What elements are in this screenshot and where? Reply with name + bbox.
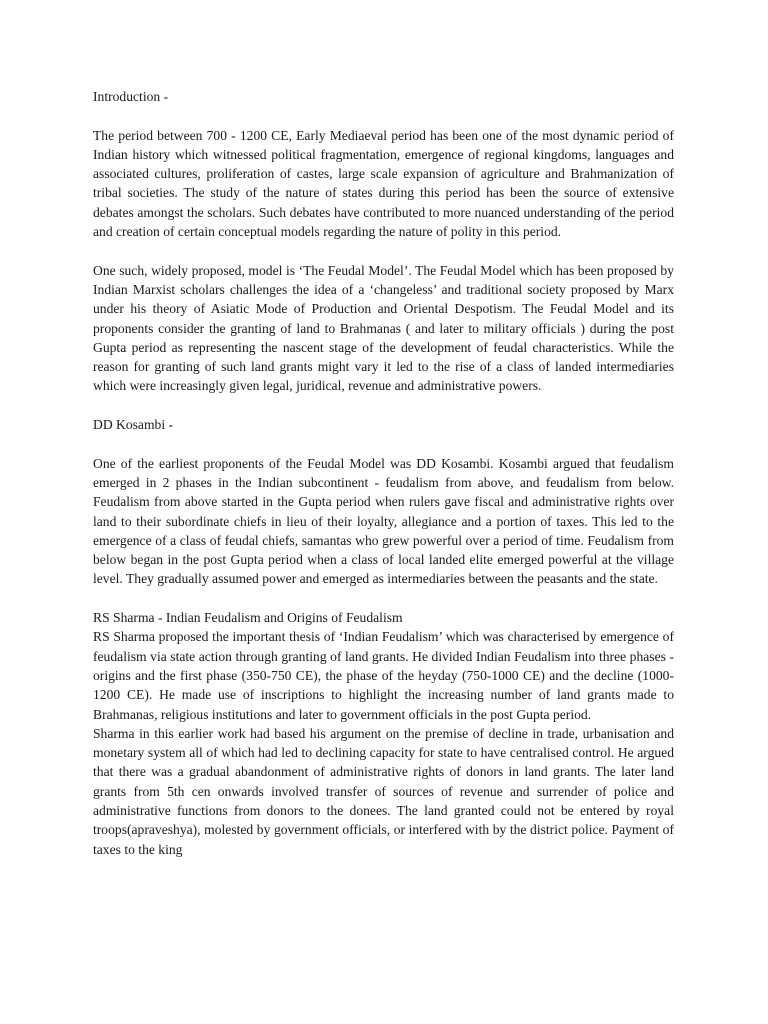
paragraph-spacer — [93, 396, 674, 415]
section-heading-kosambi: DD Kosambi - — [93, 417, 174, 433]
paragraph-spacer — [93, 241, 674, 260]
section-heading-sharma: RS Sharma - Indian Feudalism and Origins of Feudalism — [93, 610, 403, 626]
paragraph-spacer — [93, 589, 674, 608]
paragraph-kosambi-1: One of the earliest proponents of the Feudal Model was DD Kosambi. Kosambi argued that feudalism emerged in 2 phases in the Indian subcontinent - feudalism from above, and feudalism from below. Feudalism from above started in the Gupta period when rulers gave fiscal and administrative rights over land to their subordinate chiefs in lieu of their loyalty, allegiance and a portion of taxes. This led to the emergence of a class of feudal chiefs, samantas who grew powerful over a period of time. Feudalism from below began in the post Gupta period when a class of local landed elite emerged powerful at the village level. They gradually assumed power and emerged as intermediaries between the peasants and the state. — [93, 455, 674, 587]
paragraph-sharma-2: Sharma in this earlier work had based his argument on the premise of decline in trade, urbanisation and monetary system all of which had led to declining capacity for state to have centralised control. He argued that there was a gradual abandonment of administrative rights of donors in land grants. The later land grants from 5th cen onwards involved transfer of sources of revenue and surrender of police and administrative functions from donors to the donees. The land granted could not be entered by royal troops(apraveshya), molested by government officials, or interfered with by the district police. Payment of taxes to the king — [93, 725, 674, 857]
document-page — [93, 87, 674, 859]
paragraph-introduction-1: The period between 700 - 1200 CE, Early Mediaeval period has been one of the most dynamic period of Indian history which witnessed political fragmentation, emergence of regional kingdoms, languages and associated cultures, proliferation of castes, large scale expansion of agriculture and Brahmanization of tribal societies. The study of the nature of states during this period has been the source of extensive debates amongst the scholars. Such debates have contributed to more nuanced understanding of the period and creation of certain conceptual models regarding the nature of polity in this period. — [93, 127, 674, 240]
paragraph-introduction-2: One such, widely proposed, model is ‘The Feudal Model’. The Feudal Model which has been proposed by Indian Marxist scholars challenges the idea of a ‘changeless’ and traditional society proposed by Marx under his theory of Asiatic Mode of Production and Oriental Despotism. The Feudal Model and its proponents consider the granting of land to Brahmanas ( and later to military officials ) during the post Gupta period as representing the nascent stage of the development of feudal characteristics. While the reason for granting of such land grants might vary it led to the rise of a class of landed intermediaries which were increasingly given legal, juridical, revenue and administrative powers. — [93, 262, 674, 394]
paragraph-spacer — [93, 434, 674, 453]
paragraph-sharma-1: RS Sharma proposed the important thesis of ‘Indian Feudalism’ which was characterised by emergence of feudalism via state action through granting of land grants. He divided Indian Feudalism into three phases - origins and the first phase (350-750 CE), the phase of the heyday (750-1000 CE) and the decline (1000-1200 CE). He made use of inscriptions to highlight the increasing number of land grants made to Brahmanas, religious institutions and later to government officials in the post Gupta period. — [93, 629, 674, 722]
paragraph-spacer — [93, 106, 674, 125]
section-heading-introduction: Introduction - — [93, 89, 169, 104]
